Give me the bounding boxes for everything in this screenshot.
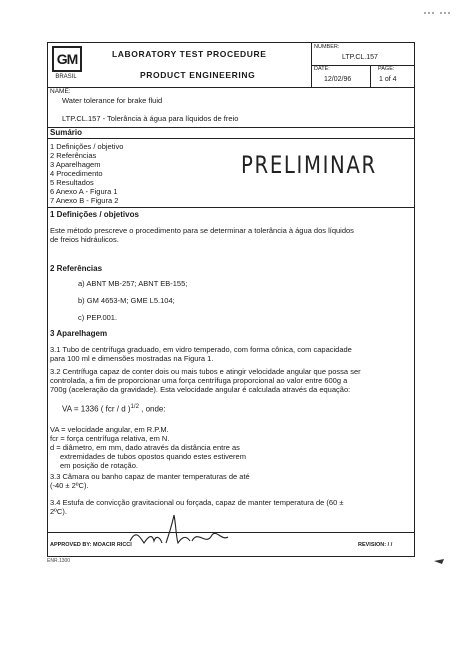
- date-value: 12/02/96: [324, 76, 352, 83]
- document-page: [47, 42, 415, 557]
- paragraph-3-3: [50, 472, 250, 490]
- name-label: NAME:: [50, 88, 71, 95]
- form-code: ENR.1300: [47, 558, 71, 564]
- summary-item: 7 Anexo B - Figura 2: [50, 196, 119, 205]
- paragraph-line: (-40 ± 2ºC).: [50, 481, 89, 490]
- section2-heading: 2 Referências: [50, 264, 103, 273]
- paragraph-line: para 100 ml e dimensões mostradas na Figura 1.: [50, 354, 214, 363]
- gm-logo: [52, 46, 80, 82]
- summary-item: 5 Resultados: [50, 178, 94, 187]
- divider: [48, 138, 414, 139]
- gm-logo-text: GM: [52, 46, 82, 72]
- revision: REVISION: / /: [358, 542, 393, 548]
- paragraph-line: 3.4 Estufa de convicção gravitacional ou forçada, capaz de manter temperatura de (60 ±: [50, 498, 344, 507]
- page-value: 1 of 4: [379, 76, 397, 83]
- equation-exponent: 1/2: [130, 404, 139, 410]
- equation-suffix: , onde:: [141, 404, 166, 414]
- paragraph-3-2: [50, 367, 361, 394]
- header-title: LABORATORY TEST PROCEDURE: [112, 49, 267, 59]
- name-english: Water tolerance for brake fluid: [62, 96, 163, 105]
- number-label: NUMBER:: [314, 44, 340, 50]
- equation-body: VA = 1336 ( fcr / d ): [62, 404, 131, 414]
- equation: [62, 404, 166, 414]
- document-info-box: [311, 43, 415, 87]
- definition-line: fcr = força centrífuga relativa, em N.: [50, 434, 170, 443]
- preliminar-stamp: PRELIMINAR: [241, 151, 377, 179]
- approved-by: APPROVED BY: MOACIR RICCI: [50, 542, 132, 548]
- document-footer: [48, 532, 414, 557]
- paragraph-line: controlada, a fim de proporcionar uma força centrífuga proporcional ao valor entre 600g a: [50, 376, 348, 385]
- date-label: DATE:: [314, 66, 330, 72]
- divider: [48, 207, 414, 208]
- page-label: PAGE:: [378, 66, 395, 72]
- paragraph-line: 2ºC).: [50, 507, 67, 516]
- paragraph-line: de freios hidráulicos.: [50, 235, 119, 244]
- summary-item: 1 Definições / objetivo: [50, 142, 124, 151]
- name-section: [48, 87, 414, 128]
- definition-line: VA = velocidade angular, em R.P.M.: [50, 425, 169, 434]
- summary-item: 3 Aparelhagem: [50, 160, 101, 169]
- section1-text: [50, 226, 354, 244]
- paragraph-line: 700g (aceleração da gravidade). Esta velocidade angular é calculada através da equação:: [50, 385, 351, 394]
- scan-mark-icon: [432, 555, 446, 567]
- gm-logo-subtitle: BRASIL: [55, 74, 77, 80]
- paragraph-line: 3.2 Centrífuga capaz de conter dois ou mais tubos e atingir velocidade angular que possa ser: [50, 367, 361, 376]
- definition-line: extremidades de tubos opostos quando estes estiverem: [60, 452, 246, 461]
- header-subtitle: PRODUCT ENGINEERING: [140, 70, 256, 80]
- section1-heading: 1 Definições / objetivos: [50, 210, 139, 219]
- scan-mark-icon: [420, 8, 456, 18]
- name-portuguese: LTP.CL.157 - Tolerância à água para líquidos de freio: [62, 114, 239, 123]
- summary-item: 4 Procedimento: [50, 169, 103, 178]
- paragraph-line: 3.1 Tubo de centrífuga graduado, em vidro temperado, com forma cônica, com capacidade: [50, 345, 352, 354]
- paragraph-3-1: [50, 345, 352, 363]
- section3-heading: 3 Aparelhagem: [50, 329, 108, 338]
- document-header: [48, 43, 414, 88]
- summary-item: 6 Anexo A - Figura 1: [50, 187, 118, 196]
- reference-item: c) PEP.001.: [78, 313, 118, 322]
- summary-list: [50, 142, 123, 205]
- definition-line: d = diâmetro, em mm, dado através da distância entre as: [50, 443, 240, 452]
- number-value: LTP.CL.157: [342, 54, 378, 61]
- paragraph-line: Este método prescreve o procedimento para se determinar a tolerância à água dos líquidos: [50, 226, 354, 235]
- definition-line: em posição de rotação.: [60, 461, 138, 470]
- reference-item: b) GM 4653-M; GME L5.104;: [78, 296, 175, 305]
- reference-item: a) ABNT MB-257; ABNT EB-155;: [78, 279, 188, 288]
- paragraph-line: 3.3 Câmara ou banho capaz de manter temperaturas de até: [50, 472, 250, 481]
- summary-heading: Sumário: [50, 128, 83, 137]
- summary-item: 2 Referências: [50, 151, 97, 160]
- equation-definitions: [50, 425, 246, 470]
